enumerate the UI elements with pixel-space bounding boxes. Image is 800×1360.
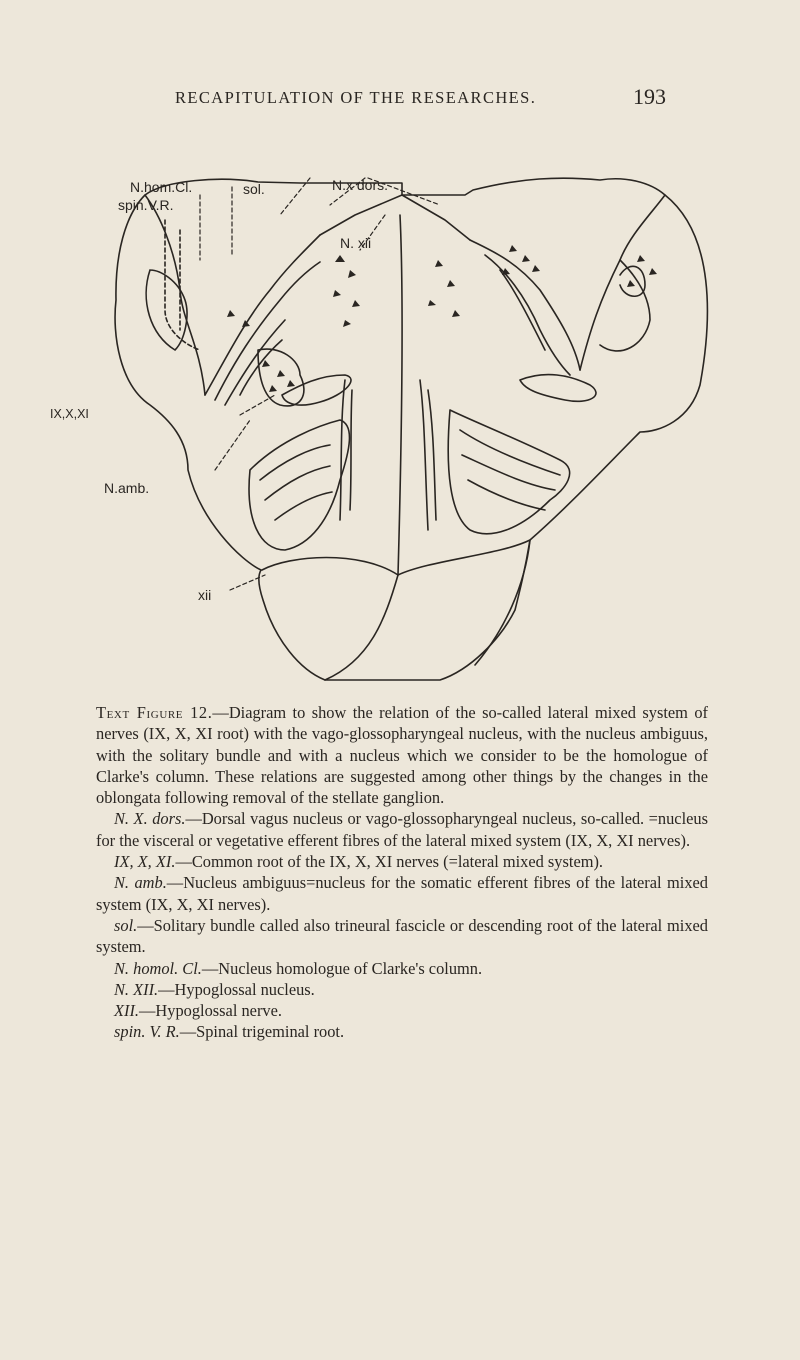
text-figure-12-diagram: [0, 150, 800, 690]
legend-entry: XII.—Hypoglossal nerve.: [114, 1001, 282, 1021]
legend-entry: N. X. dors.—Dorsal vagus nucleus or vago-glossopharyngeal nucleus, so-called. =nucleus for the visceral or vegetative efferent fibres of the lateral mixed system (IX, X, XI nerves).: [96, 809, 708, 850]
legend-entry: N. amb.—Nucleus ambiguus=nucleus for the somatic efferent fibres of the lateral mixed system (IX, X, XI nerves).: [96, 873, 708, 914]
caption-text: —Diagram to show the relation of the so-called lateral mixed system of nerves (IX, X, XI root) with the vago-glossopharyngeal nucleus, with the nucleus ambiguus, with the solitary bundle and with a nucleus which we consider to be the homologue of Clarke's column. These relations are suggested among other things by the changes in the oblongata following removal of the stellate ganglion.: [96, 703, 708, 808]
nucleus-cell-markers: [227, 245, 657, 392]
caption-label: Text Figure 12.: [96, 703, 213, 722]
label-xii: xii: [198, 587, 212, 603]
page-number: 193: [633, 84, 666, 109]
legend-entry: sol.—Solitary bundle called also trineural fascicle or descending root of the lateral mixed system.: [96, 915, 708, 957]
label-n-x-dors: N.x dors.: [332, 177, 389, 193]
running-head: RECAPITULATION OF THE RESEARCHES.: [175, 88, 537, 107]
oblongata-cross-section-drawing: [0, 150, 800, 690]
legend-entry: spin. V. R.—Spinal trigeminal root.: [114, 1022, 345, 1042]
label-n-xii: N. xii: [340, 235, 372, 251]
left-nucleus-loop: [249, 420, 349, 550]
pyramid-right: [398, 540, 530, 665]
right-funiculus: [580, 195, 665, 370]
outer-outline: [115, 178, 707, 680]
legend-entry: IX, X, XI.—Common root of the IX, X, XI nerves (=lateral mixed system).: [114, 852, 604, 872]
label-sol: sol.: [243, 181, 265, 197]
legend-entry: N. XII.—Hypoglossal nucleus.: [114, 979, 315, 999]
label-ix-x-xi: IX,X,XI: [50, 407, 89, 421]
label-n-amb: N.amb.: [104, 480, 150, 496]
midline-raphe: [398, 215, 402, 575]
left-fibre-fan: [205, 235, 320, 395]
caption-main: [96, 702, 708, 808]
left-funiculus: [145, 195, 205, 395]
pyramid-left: [262, 558, 398, 681]
label-n-homol-cl: N.hom.Cl.: [130, 179, 193, 195]
page-header: [0, 84, 800, 118]
legend-entry: N. homol. Cl.—Nucleus homologue of Clarke's column.: [114, 958, 483, 978]
label-spin-v-r: spin.V.R.: [118, 197, 174, 213]
figure-caption: [96, 702, 708, 1043]
